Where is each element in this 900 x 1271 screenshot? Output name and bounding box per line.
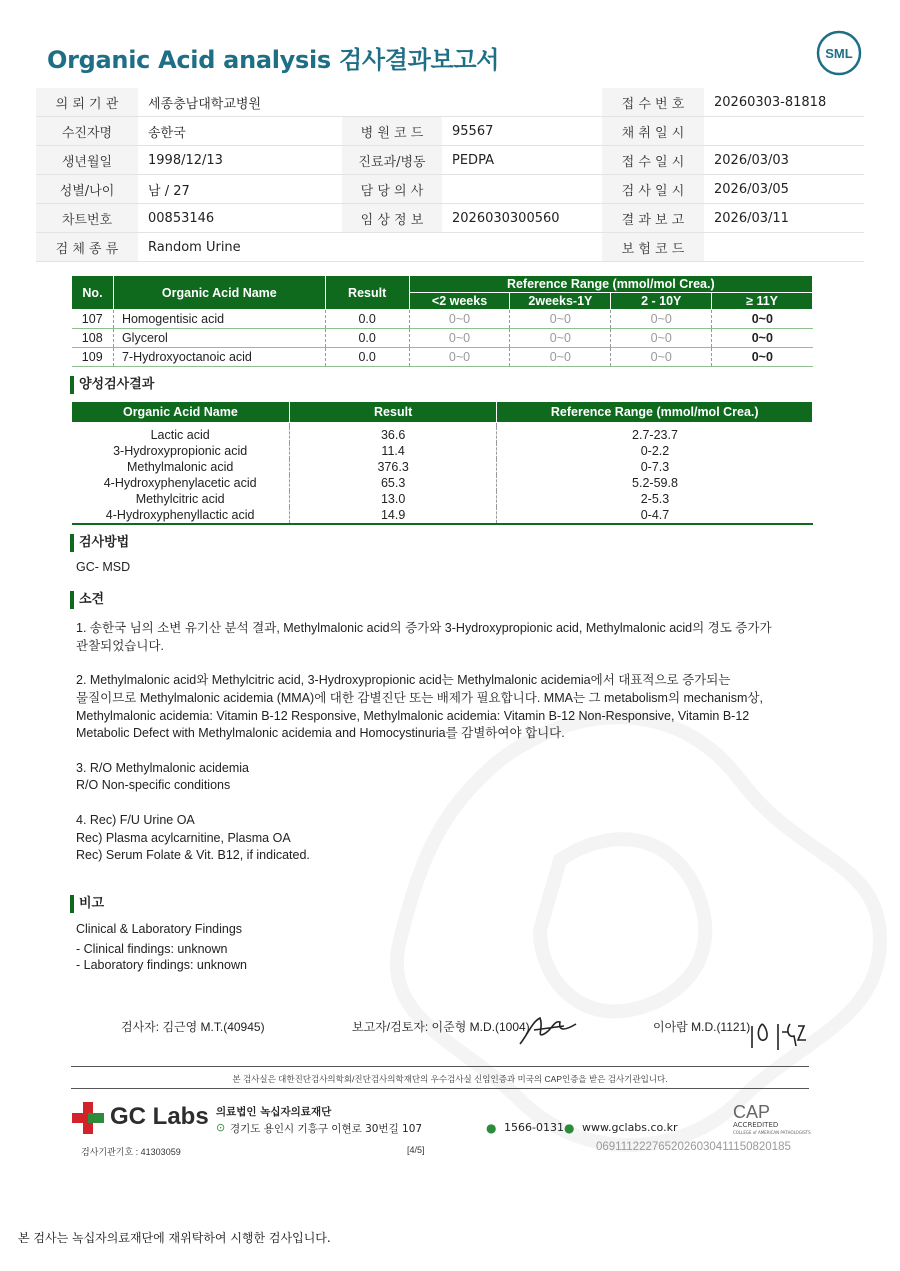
cell-no: 108 [72, 329, 114, 348]
tester-signature: 검사자: 김근영 M.T.(40945) [121, 1020, 265, 1034]
patient-info-label: 결 과 보 고 [602, 204, 704, 233]
cell-reference: 0-2.2 [497, 443, 813, 459]
cell-result: 0.0 [325, 329, 409, 348]
table-row [72, 427, 813, 443]
positive-results-table [71, 401, 813, 525]
org-name: 의료법인 녹십자의료재단 [216, 1106, 332, 1118]
opinion-line: 2. Methylmalonic acid와 Methylcitric acid, 3-Hydroxypropionic acid는 Methylmalonic acidemia에서 대표적으로 증가되는 [76, 673, 731, 687]
table-row [72, 507, 813, 524]
org-code: 검사기관기호 : 41303059 [81, 1147, 181, 1157]
cap-small: COLLEGE of AMERICAN PATHOLOGISTS [733, 1130, 811, 1135]
table-row [72, 459, 813, 475]
table-row [72, 348, 813, 367]
organic-acid-table [71, 275, 813, 367]
patient-info-row [36, 117, 864, 146]
patient-info-row [36, 146, 864, 175]
cell-reference: 0-7.3 [497, 459, 813, 475]
cell-ref-2: 0~0 [510, 329, 611, 348]
cell-name: 4-Hydroxyphenyllactic acid [72, 507, 290, 524]
col-header-no: No. [72, 276, 114, 310]
patient-info-value: 남 / 27 [138, 175, 342, 204]
bottom-note: 본 검사는 녹십자의료재단에 재위탁하여 시행한 검사입니다. [18, 1231, 331, 1245]
patient-info-label: 차트번호 [36, 204, 138, 233]
opinion-line: R/O Non-specific conditions [76, 778, 231, 792]
remarks-line: Clinical & Laboratory Findings [76, 922, 243, 936]
cell-ref-2: 0~0 [510, 310, 611, 329]
table-row [72, 329, 813, 348]
gc-labs-brand: GC Labs [110, 1103, 209, 1130]
cell-name: Glycerol [113, 329, 325, 348]
footer-divider-top [71, 1066, 809, 1067]
cell-reference: 2-5.3 [497, 491, 813, 507]
opinion-line: Rec) Serum Folate & Vit. B12, if indicated. [76, 848, 310, 862]
table-row [72, 491, 813, 507]
table-row [72, 310, 813, 329]
col-header-age-1: <2 weeks [409, 293, 510, 310]
patient-info-value: 95567 [442, 117, 602, 146]
patient-info-label: 성별/나이 [36, 175, 138, 204]
cell-ref-3: 0~0 [611, 310, 712, 329]
patient-info-value [442, 233, 602, 262]
method-text: GC- MSD [76, 560, 131, 574]
opinion-line: 관찰되었습니다. [76, 639, 164, 653]
opinion-line: 1. 송한국 님의 소변 유기산 분석 결과, Methylmalonic acid의 증가와 3-Hydroxypropionic acid, Methylmalonic acid의 경도 증가가 [76, 621, 772, 635]
cell-result: 13.0 [289, 491, 497, 507]
reporter-handwritten-signature-icon [514, 1004, 584, 1050]
patient-info-value: 2026/03/05 [704, 175, 864, 204]
col-header-name: Organic Acid Name [72, 402, 290, 423]
barcode-number: 06911122276520260304111508201​85 [596, 1141, 791, 1153]
cell-ref-4: 0~0 [712, 329, 813, 348]
remarks-line: - Clinical findings: unknown [76, 942, 228, 956]
col-header-age-3: 2 - 10Y [611, 293, 712, 310]
patient-info-value: 2026/03/11 [704, 204, 864, 233]
col-header-result: Result [325, 276, 409, 310]
patient-info-row [36, 175, 864, 204]
cell-no: 107 [72, 310, 114, 329]
website-text[interactable]: www.gclabs.co.kr [582, 1121, 678, 1134]
cell-name: 4-Hydroxyphenylacetic acid [103, 476, 257, 490]
cell-no: 109 [72, 348, 114, 367]
cell-name: 7-Hydroxyoctanoic acid [113, 348, 325, 367]
org-address: 경기도 용인시 기흥구 이현로 30번길 107 [230, 1123, 423, 1135]
patient-info-empty [342, 233, 442, 262]
page-number: [4/5] [407, 1145, 425, 1155]
cell-ref-3: 0~0 [611, 348, 712, 367]
remarks-line: - Laboratory findings: unknown [76, 958, 247, 972]
doctor-signature: 이아람 M.D.(1121) [653, 1020, 751, 1034]
cell-result: 0.0 [325, 348, 409, 367]
opinion-line: Metabolic Defect with Methylmalonic acidemia and Homocystinuria를 감별하여야 합니다. [76, 726, 565, 740]
opinion-line: 4. Rec) F/U Urine OA [76, 813, 195, 827]
patient-info-value [704, 233, 864, 262]
patient-info-empty [342, 88, 442, 117]
patient-info-value [704, 117, 864, 146]
patient-info-value: 세종충남대학교병원 [138, 88, 342, 117]
gc-labs-cross-icon [70, 1100, 106, 1136]
patient-info-value: 00853146 [138, 204, 342, 233]
patient-info-value: 2026030300560 [442, 204, 602, 233]
method-heading: 검사방법 [70, 534, 129, 552]
cell-result: 376.3 [289, 459, 497, 475]
cell-result: 65.3 [289, 475, 497, 491]
patient-info-value [442, 88, 602, 117]
cell-ref-1: 0~0 [409, 348, 510, 367]
cell-result: 36.6 [289, 427, 497, 443]
web-icon: ● [564, 1121, 575, 1135]
cell-ref-3: 0~0 [611, 329, 712, 348]
patient-info-row [36, 88, 864, 117]
opinion-line: Methylmalonic acidemia: Vitamin B-12 Responsive, Methylmalonic acidemia: Vitamin B-12 Non-Responsive, Vitamin B-12 [76, 709, 750, 723]
opinion-line: Rec) Plasma acylcarnitine, Plasma OA [76, 831, 291, 845]
positive-results-heading: 양성검사결과 [70, 376, 154, 394]
patient-info-value [442, 175, 602, 204]
col-header-reference: Reference Range (mmol/mol Crea.) [497, 402, 813, 423]
patient-info-label: 접 수 번 호 [602, 88, 704, 117]
patient-info-value: PEDPA [442, 146, 602, 175]
table-row [72, 443, 813, 459]
phone-number: 1566-0131 [504, 1121, 564, 1134]
cap-sub: ACCREDITED [733, 1121, 779, 1129]
cell-name: 3-Hydroxypropionic acid [113, 444, 248, 458]
cell-name: Homogentisic acid [113, 310, 325, 329]
col-header-reference: Reference Range (mmol/mol Crea.) [409, 276, 812, 293]
table-row [72, 475, 813, 491]
patient-info-label: 담 당 의 사 [342, 175, 442, 204]
cell-ref-1: 0~0 [409, 310, 510, 329]
patient-info-label: 검 체 종 류 [36, 233, 138, 262]
opinion-line: 3. R/O Methylmalonic acidemia [76, 761, 249, 775]
cell-ref-1: 0~0 [409, 329, 510, 348]
sml-logo-text: SML [825, 46, 853, 61]
cell-name: Methylcitric acid [135, 492, 225, 506]
cap-badge [733, 1103, 809, 1136]
col-header-name: Organic Acid Name [113, 276, 325, 310]
patient-info-value: 1998/12/13 [138, 146, 342, 175]
remarks-heading: 비고 [70, 895, 104, 913]
patient-info-row [36, 233, 864, 262]
patient-info-label: 채 취 일 시 [602, 117, 704, 146]
cell-ref-4: 0~0 [712, 310, 813, 329]
patient-info-label: 진료과/병동 [342, 146, 442, 175]
cell-reference: 5.2-59.8 [497, 475, 813, 491]
doctor-handwritten-signature-icon [746, 1016, 810, 1056]
col-header-result: Result [289, 402, 497, 423]
cell-ref-4: 0~0 [712, 348, 813, 367]
patient-info-value: Random Urine [138, 233, 342, 262]
patient-info-label: 접 수 일 시 [602, 146, 704, 175]
website[interactable] [582, 1121, 678, 1134]
patient-info-label: 의 뢰 기 관 [36, 88, 138, 117]
patient-info-value: 2026/03/03 [704, 146, 864, 175]
patient-info-value: 송한국 [138, 117, 342, 146]
patient-info-label: 생년월일 [36, 146, 138, 175]
patient-info-label: 병 원 코 드 [342, 117, 442, 146]
patient-info-label: 수진자명 [36, 117, 138, 146]
cell-ref-2: 0~0 [510, 348, 611, 367]
patient-info-value: 20260303-81818 [704, 88, 864, 117]
cell-name: Methylmalonic acid [127, 460, 234, 474]
patient-info-label: 보 험 코 드 [602, 233, 704, 262]
certification-notice: 본 검사실은 대한진단검사의학회/진단검사의학재단의 우수검사실 신임인증과 미국의 CAP인증을 받은 검사기관입니다. [232, 1074, 668, 1084]
cell-reference: 0-4.7 [497, 507, 813, 524]
cell-result: 0.0 [325, 310, 409, 329]
patient-info-row [36, 204, 864, 233]
footer-divider-bottom [71, 1088, 809, 1089]
location-pin-icon: ⊙ [216, 1121, 226, 1134]
phone-icon: ● [486, 1121, 497, 1135]
page-title: Organic Acid analysis 검사결과보고서 [47, 46, 500, 74]
cap-title: CAP [733, 1102, 771, 1122]
col-header-age-2: 2weeks-1Y [510, 293, 611, 310]
reporter-signature: 보고자/검토자: 이준형 M.D.(1004) [352, 1020, 530, 1034]
sml-logo-icon [816, 30, 862, 76]
cell-result: 11.4 [289, 443, 497, 459]
opinion-line: 물질이므로 Methylmalonic acidemia (MMA)에 대한 감별진단 또는 배제가 필요합니다. MMA는 그 metabolism의 mechanism상, [76, 691, 763, 705]
cell-result: 14.9 [289, 507, 497, 524]
cell-reference: 2.7-23.7 [497, 427, 813, 443]
cell-name: Lactic acid [150, 428, 210, 442]
col-header-age-4: ≥ 11Y [712, 293, 813, 310]
patient-info-label: 임 상 정 보 [342, 204, 442, 233]
opinion-heading: 소견 [70, 591, 104, 609]
patient-info-label: 검 사 일 시 [602, 175, 704, 204]
patient-info-table [36, 88, 864, 262]
